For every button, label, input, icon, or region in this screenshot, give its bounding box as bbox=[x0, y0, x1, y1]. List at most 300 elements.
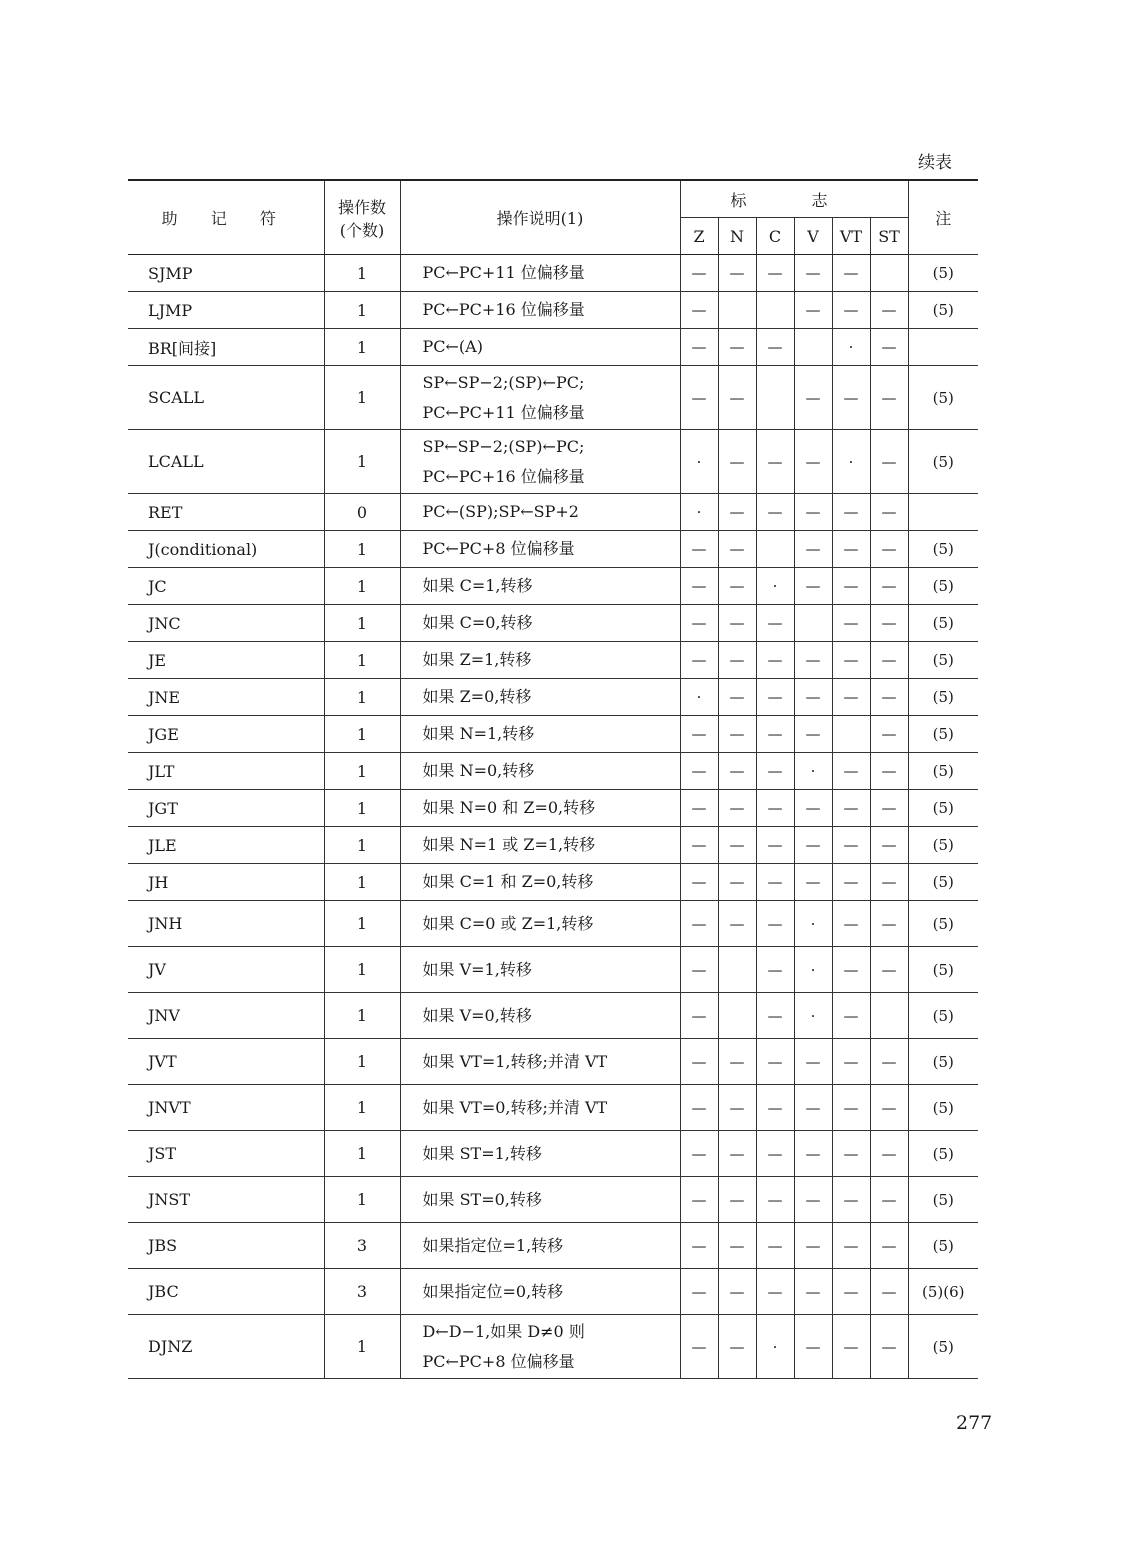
flag-cell-c: · bbox=[756, 568, 794, 605]
flag-cell-st: — bbox=[870, 642, 908, 679]
mnemonic-header: 助 记 符 bbox=[128, 180, 324, 255]
flag-name-z: Z bbox=[680, 218, 718, 255]
flag-cell-v: — bbox=[794, 1085, 832, 1131]
flag-cell-st: — bbox=[870, 568, 908, 605]
note-cell: (5) bbox=[908, 366, 978, 430]
table-row bbox=[128, 255, 978, 292]
flag-cell-st: — bbox=[870, 901, 908, 947]
flag-cell-st: — bbox=[870, 1177, 908, 1223]
flag-cell-v: — bbox=[794, 494, 832, 531]
flag-cell-v: — bbox=[794, 679, 832, 716]
operands-cell: 1 bbox=[324, 716, 400, 753]
description-line2: PC←PC+16 位偏移量 bbox=[422, 466, 585, 486]
flag-cell-st bbox=[870, 993, 908, 1039]
operands-cell: 1 bbox=[324, 1177, 400, 1223]
mnemonic-cell: BR[间接] bbox=[128, 329, 324, 366]
table-row bbox=[128, 494, 978, 531]
mnemonic-cell: JVT bbox=[128, 1039, 324, 1085]
note-cell bbox=[908, 329, 978, 366]
description-cell bbox=[400, 790, 680, 827]
flag-cell-vt: · bbox=[832, 329, 870, 366]
flag-cell-c: — bbox=[756, 494, 794, 531]
flag-cell-v: — bbox=[794, 1315, 832, 1379]
description-line1: PC←(A) bbox=[422, 337, 483, 356]
description-line1: 如果指定位=1,转移 bbox=[422, 1235, 564, 1255]
description-line1: 如果 C=0,转移 bbox=[422, 613, 533, 632]
flag-cell-n: — bbox=[718, 827, 756, 864]
mnemonic-cell: JE bbox=[128, 642, 324, 679]
flag-cell-n bbox=[718, 947, 756, 993]
description-line1: 如果 C=1 和 Z=0,转移 bbox=[422, 872, 594, 891]
flag-cell-c: · bbox=[756, 1315, 794, 1379]
description-line1: 如果 V=0,转移 bbox=[422, 1005, 532, 1025]
flag-cell-z: — bbox=[680, 642, 718, 679]
note-cell: (5) bbox=[908, 1039, 978, 1085]
flag-cell-vt: · bbox=[832, 430, 870, 494]
flag-cell-v: — bbox=[794, 1131, 832, 1177]
note-cell: (5) bbox=[908, 605, 978, 642]
flag-cell-v: — bbox=[794, 1039, 832, 1085]
flag-cell-z: — bbox=[680, 255, 718, 292]
mnemonic-cell: RET bbox=[128, 494, 324, 531]
note-cell bbox=[908, 494, 978, 531]
operands-cell: 0 bbox=[324, 494, 400, 531]
flag-cell-z: · bbox=[680, 430, 718, 494]
flag-cell-st bbox=[870, 255, 908, 292]
flag-cell-c: — bbox=[756, 430, 794, 494]
table-row bbox=[128, 366, 978, 430]
flag-cell-z: — bbox=[680, 568, 718, 605]
description-line2: PC←PC+8 位偏移量 bbox=[422, 1351, 575, 1371]
description-line1: 如果 N=1,转移 bbox=[422, 724, 535, 743]
flag-cell-v: — bbox=[794, 864, 832, 901]
flag-cell-c: — bbox=[756, 753, 794, 790]
description-cell bbox=[400, 993, 680, 1039]
note-cell: (5) bbox=[908, 1315, 978, 1379]
flag-cell-c: — bbox=[756, 993, 794, 1039]
flag-cell-v: — bbox=[794, 1223, 832, 1269]
flag-cell-v: — bbox=[794, 292, 832, 329]
operands-cell: 3 bbox=[324, 1269, 400, 1315]
flag-cell-st: — bbox=[870, 827, 908, 864]
mnemonic-cell: JV bbox=[128, 947, 324, 993]
flags-header: 标 志 bbox=[680, 180, 908, 218]
note-cell: (5)(6) bbox=[908, 1269, 978, 1315]
description-header: 操作说明(1) bbox=[400, 180, 680, 255]
mnemonic-cell: JNST bbox=[128, 1177, 324, 1223]
table-row bbox=[128, 568, 978, 605]
description-cell bbox=[400, 679, 680, 716]
operands-cell: 1 bbox=[324, 292, 400, 329]
flag-cell-c bbox=[756, 292, 794, 329]
flag-cell-st: — bbox=[870, 366, 908, 430]
flag-cell-z: — bbox=[680, 531, 718, 568]
table-row bbox=[128, 993, 978, 1039]
flag-cell-st: — bbox=[870, 329, 908, 366]
flag-cell-c: — bbox=[756, 605, 794, 642]
operands-cell: 1 bbox=[324, 255, 400, 292]
flag-cell-z: — bbox=[680, 366, 718, 430]
description-cell bbox=[400, 1177, 680, 1223]
table-row bbox=[128, 947, 978, 993]
description-cell bbox=[400, 292, 680, 329]
flag-cell-n: — bbox=[718, 1039, 756, 1085]
flag-cell-vt: — bbox=[832, 1039, 870, 1085]
table-row bbox=[128, 790, 978, 827]
operands-cell: 1 bbox=[324, 993, 400, 1039]
flag-cell-n: — bbox=[718, 329, 756, 366]
description-line1: 如果 Z=0,转移 bbox=[422, 687, 532, 706]
operands-cell: 1 bbox=[324, 827, 400, 864]
flag-cell-z: — bbox=[680, 864, 718, 901]
flag-cell-z: — bbox=[680, 753, 718, 790]
flag-cell-vt: — bbox=[832, 568, 870, 605]
flag-cell-c: — bbox=[756, 679, 794, 716]
note-cell: (5) bbox=[908, 1085, 978, 1131]
description-line1: 如果 VT=1,转移;并清 VT bbox=[422, 1051, 608, 1071]
flag-cell-vt: — bbox=[832, 753, 870, 790]
operands-cell: 1 bbox=[324, 430, 400, 494]
flag-cell-v: — bbox=[794, 790, 832, 827]
flag-cell-vt: — bbox=[832, 901, 870, 947]
flag-cell-c: — bbox=[756, 1039, 794, 1085]
flag-cell-n: — bbox=[718, 716, 756, 753]
operands-cell: 1 bbox=[324, 568, 400, 605]
flag-cell-st: — bbox=[870, 790, 908, 827]
flag-cell-v: — bbox=[794, 716, 832, 753]
flag-cell-n: — bbox=[718, 1269, 756, 1315]
description-cell bbox=[400, 864, 680, 901]
note-cell: (5) bbox=[908, 827, 978, 864]
mnemonic-cell: JNE bbox=[128, 679, 324, 716]
flag-cell-vt: — bbox=[832, 947, 870, 993]
mnemonic-cell: JST bbox=[128, 1131, 324, 1177]
table-row bbox=[128, 605, 978, 642]
note-cell: (5) bbox=[908, 292, 978, 329]
flag-cell-z: · bbox=[680, 494, 718, 531]
operands-header bbox=[324, 180, 400, 255]
flag-cell-c: — bbox=[756, 901, 794, 947]
flag-cell-vt: — bbox=[832, 292, 870, 329]
flag-cell-st: — bbox=[870, 1131, 908, 1177]
note-cell: (5) bbox=[908, 790, 978, 827]
mnemonic-cell: JLE bbox=[128, 827, 324, 864]
flag-cell-vt: — bbox=[832, 531, 870, 568]
flag-cell-vt: — bbox=[832, 1131, 870, 1177]
flag-cell-z: — bbox=[680, 292, 718, 329]
flag-cell-c: — bbox=[756, 642, 794, 679]
flag-cell-z: — bbox=[680, 901, 718, 947]
flag-cell-n: — bbox=[718, 568, 756, 605]
table-row bbox=[128, 1315, 978, 1379]
flag-cell-n: — bbox=[718, 1177, 756, 1223]
operands-cell: 3 bbox=[324, 1223, 400, 1269]
flag-cell-n: — bbox=[718, 605, 756, 642]
description-cell bbox=[400, 1315, 680, 1379]
flag-cell-z: — bbox=[680, 1223, 718, 1269]
mnemonic-cell: JBS bbox=[128, 1223, 324, 1269]
flag-cell-st: — bbox=[870, 430, 908, 494]
flag-cell-vt: — bbox=[832, 864, 870, 901]
flag-cell-n: — bbox=[718, 366, 756, 430]
operands-cell: 1 bbox=[324, 329, 400, 366]
flag-cell-v: — bbox=[794, 642, 832, 679]
flag-cell-z: — bbox=[680, 1177, 718, 1223]
description-cell bbox=[400, 642, 680, 679]
flag-cell-st: — bbox=[870, 679, 908, 716]
flag-cell-v: — bbox=[794, 827, 832, 864]
table-row bbox=[128, 864, 978, 901]
flag-cell-vt: — bbox=[832, 642, 870, 679]
flag-name-vt: VT bbox=[832, 218, 870, 255]
flag-cell-v: — bbox=[794, 430, 832, 494]
table-row bbox=[128, 329, 978, 366]
note-cell: (5) bbox=[908, 568, 978, 605]
flag-cell-z: — bbox=[680, 1039, 718, 1085]
note-cell: (5) bbox=[908, 901, 978, 947]
operands-cell: 1 bbox=[324, 864, 400, 901]
mnemonic-cell: JNV bbox=[128, 993, 324, 1039]
flag-cell-st: — bbox=[870, 1039, 908, 1085]
flag-cell-n: — bbox=[718, 901, 756, 947]
operands-cell: 1 bbox=[324, 366, 400, 430]
table-body bbox=[128, 255, 978, 1379]
operands-cell: 1 bbox=[324, 679, 400, 716]
mnemonic-cell: JNH bbox=[128, 901, 324, 947]
note-cell: (5) bbox=[908, 255, 978, 292]
flag-cell-z: — bbox=[680, 329, 718, 366]
description-line1: PC←(SP);SP←SP+2 bbox=[422, 502, 579, 521]
flag-cell-vt: — bbox=[832, 494, 870, 531]
table-row bbox=[128, 1223, 978, 1269]
flag-cell-n: — bbox=[718, 864, 756, 901]
description-line1: 如果 C=0 或 Z=1,转移 bbox=[422, 913, 594, 933]
flag-cell-v: — bbox=[794, 531, 832, 568]
table-row bbox=[128, 1177, 978, 1223]
mnemonic-cell: JC bbox=[128, 568, 324, 605]
description-cell bbox=[400, 1131, 680, 1177]
flag-cell-st: — bbox=[870, 864, 908, 901]
note-cell: (5) bbox=[908, 531, 978, 568]
note-cell: (5) bbox=[908, 1223, 978, 1269]
instruction-table bbox=[128, 179, 978, 1379]
mnemonic-cell: JBC bbox=[128, 1269, 324, 1315]
flag-cell-z: — bbox=[680, 947, 718, 993]
description-line1: PC←PC+11 位偏移量 bbox=[422, 263, 585, 282]
table-row bbox=[128, 430, 978, 494]
mnemonic-cell: SJMP bbox=[128, 255, 324, 292]
description-cell bbox=[400, 1269, 680, 1315]
description-cell bbox=[400, 430, 680, 494]
note-cell: (5) bbox=[908, 642, 978, 679]
flag-cell-st: — bbox=[870, 1315, 908, 1379]
note-cell: (5) bbox=[908, 947, 978, 993]
table-row bbox=[128, 1039, 978, 1085]
flag-cell-c bbox=[756, 531, 794, 568]
mnemonic-cell: J(conditional) bbox=[128, 531, 324, 568]
description-cell bbox=[400, 1039, 680, 1085]
table-row bbox=[128, 716, 978, 753]
description-line1: 如果 N=0 和 Z=0,转移 bbox=[422, 798, 596, 817]
flag-cell-n: — bbox=[718, 1315, 756, 1379]
operands-cell: 1 bbox=[324, 947, 400, 993]
flag-cell-c: — bbox=[756, 329, 794, 366]
description-cell bbox=[400, 901, 680, 947]
operands-cell: 1 bbox=[324, 753, 400, 790]
flag-cell-st: — bbox=[870, 1269, 908, 1315]
flag-cell-n: — bbox=[718, 1223, 756, 1269]
description-cell bbox=[400, 605, 680, 642]
note-cell: (5) bbox=[908, 1177, 978, 1223]
flag-cell-z: — bbox=[680, 716, 718, 753]
flag-cell-n bbox=[718, 993, 756, 1039]
flag-cell-c: — bbox=[756, 864, 794, 901]
description-cell bbox=[400, 827, 680, 864]
table-row bbox=[128, 292, 978, 329]
flag-cell-vt: — bbox=[832, 1223, 870, 1269]
flag-cell-z: — bbox=[680, 1269, 718, 1315]
mnemonic-cell: JGT bbox=[128, 790, 324, 827]
table-row bbox=[128, 642, 978, 679]
description-line1: SP←SP−2;(SP)←PC; bbox=[422, 372, 585, 392]
flag-cell-n: — bbox=[718, 790, 756, 827]
operands-cell: 1 bbox=[324, 642, 400, 679]
flag-cell-v bbox=[794, 605, 832, 642]
flag-cell-n: — bbox=[718, 255, 756, 292]
flag-cell-st: — bbox=[870, 605, 908, 642]
description-cell bbox=[400, 531, 680, 568]
flag-cell-vt: — bbox=[832, 827, 870, 864]
note-cell: (5) bbox=[908, 993, 978, 1039]
flag-cell-v: · bbox=[794, 993, 832, 1039]
note-cell: (5) bbox=[908, 753, 978, 790]
flag-cell-z: — bbox=[680, 993, 718, 1039]
flag-cell-st: — bbox=[870, 947, 908, 993]
description-line1: SP←SP−2;(SP)←PC; bbox=[422, 436, 585, 456]
flag-cell-st: — bbox=[870, 292, 908, 329]
flag-cell-vt: — bbox=[832, 1085, 870, 1131]
operands-cell: 1 bbox=[324, 1039, 400, 1085]
flag-cell-c: — bbox=[756, 1269, 794, 1315]
flag-cell-n: — bbox=[718, 1131, 756, 1177]
flag-cell-st: — bbox=[870, 716, 908, 753]
flag-cell-c: — bbox=[756, 1131, 794, 1177]
description-cell bbox=[400, 1223, 680, 1269]
flag-cell-z: — bbox=[680, 827, 718, 864]
description-line1: 如果 N=1 或 Z=1,转移 bbox=[422, 835, 596, 854]
operands-cell: 1 bbox=[324, 901, 400, 947]
mnemonic-cell: JH bbox=[128, 864, 324, 901]
flag-cell-v: · bbox=[794, 901, 832, 947]
continued-label: 续表 bbox=[918, 153, 952, 173]
table-row bbox=[128, 753, 978, 790]
description-cell bbox=[400, 568, 680, 605]
flag-cell-vt: — bbox=[832, 255, 870, 292]
flag-cell-c: — bbox=[756, 1223, 794, 1269]
mnemonic-cell: JLT bbox=[128, 753, 324, 790]
description-cell bbox=[400, 494, 680, 531]
description-line1: D←D−1,如果 D≠0 则 bbox=[422, 1321, 585, 1341]
description-cell bbox=[400, 716, 680, 753]
description-line1: 如果 C=1,转移 bbox=[422, 576, 533, 595]
note-cell: (5) bbox=[908, 430, 978, 494]
operands-header-line1: 操作数 bbox=[337, 197, 386, 217]
description-cell bbox=[400, 753, 680, 790]
flag-cell-c: — bbox=[756, 827, 794, 864]
operands-header-line2: (个数) bbox=[339, 220, 385, 240]
flag-cell-n: — bbox=[718, 679, 756, 716]
flag-cell-vt: — bbox=[832, 790, 870, 827]
flag-cell-n: — bbox=[718, 430, 756, 494]
flag-cell-vt: — bbox=[832, 605, 870, 642]
operands-cell: 1 bbox=[324, 790, 400, 827]
operands-cell: 1 bbox=[324, 531, 400, 568]
flag-cell-v: — bbox=[794, 255, 832, 292]
description-line2: PC←PC+11 位偏移量 bbox=[422, 402, 585, 422]
flag-cell-n: — bbox=[718, 531, 756, 568]
operands-cell: 1 bbox=[324, 1315, 400, 1379]
flag-cell-c: — bbox=[756, 790, 794, 827]
flag-cell-v: · bbox=[794, 947, 832, 993]
flag-cell-vt: — bbox=[832, 679, 870, 716]
flag-cell-vt: — bbox=[832, 366, 870, 430]
flag-cell-z: — bbox=[680, 605, 718, 642]
description-line1: 如果 ST=1,转移 bbox=[422, 1143, 542, 1163]
table-row bbox=[128, 827, 978, 864]
flag-name-v: V bbox=[794, 218, 832, 255]
description-cell bbox=[400, 947, 680, 993]
description-line1: 如果 Z=1,转移 bbox=[422, 650, 532, 669]
flag-cell-st: — bbox=[870, 531, 908, 568]
flag-cell-vt bbox=[832, 716, 870, 753]
note-cell: (5) bbox=[908, 716, 978, 753]
flag-cell-vt: — bbox=[832, 1315, 870, 1379]
table-row bbox=[128, 901, 978, 947]
flag-cell-n: — bbox=[718, 494, 756, 531]
flag-cell-v: — bbox=[794, 1177, 832, 1223]
description-line1: 如果 V=1,转移 bbox=[422, 959, 532, 979]
flag-name-n: N bbox=[718, 218, 756, 255]
description-line1: 如果 VT=0,转移;并清 VT bbox=[422, 1097, 608, 1117]
note-header: 注 bbox=[908, 180, 978, 255]
flag-cell-v: — bbox=[794, 1269, 832, 1315]
operands-cell: 1 bbox=[324, 1131, 400, 1177]
description-line1: PC←PC+8 位偏移量 bbox=[422, 539, 575, 558]
table-row bbox=[128, 679, 978, 716]
flag-cell-st: — bbox=[870, 753, 908, 790]
flag-cell-c: — bbox=[756, 255, 794, 292]
flag-cell-vt: — bbox=[832, 1177, 870, 1223]
flag-name-c: C bbox=[756, 218, 794, 255]
flag-cell-n: — bbox=[718, 1085, 756, 1131]
flag-cell-c: — bbox=[756, 1177, 794, 1223]
mnemonic-cell: LJMP bbox=[128, 292, 324, 329]
flag-cell-v: — bbox=[794, 568, 832, 605]
flag-cell-n: — bbox=[718, 642, 756, 679]
mnemonic-cell: LCALL bbox=[128, 430, 324, 494]
flag-cell-v: · bbox=[794, 753, 832, 790]
mnemonic-cell: SCALL bbox=[128, 366, 324, 430]
flag-cell-vt: — bbox=[832, 993, 870, 1039]
flag-cell-v: — bbox=[794, 366, 832, 430]
description-line1: 如果指定位=0,转移 bbox=[422, 1281, 564, 1301]
flag-cell-n: — bbox=[718, 753, 756, 790]
flag-cell-st: — bbox=[870, 494, 908, 531]
table-row bbox=[128, 1085, 978, 1131]
flag-name-st: ST bbox=[870, 218, 908, 255]
flag-cell-z: — bbox=[680, 1131, 718, 1177]
mnemonic-cell: JGE bbox=[128, 716, 324, 753]
